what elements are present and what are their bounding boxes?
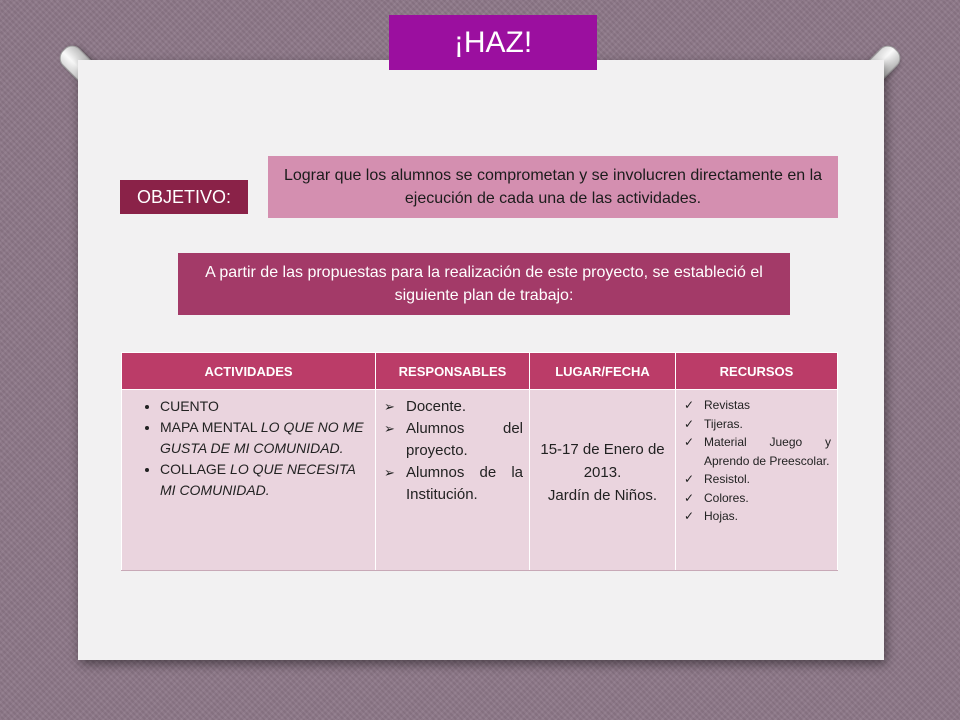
objetivo-text: Lograr que los alumnos se comprometan y se involucren directamente en la ejecución de cada una de las actividades. [268,156,838,218]
list-item: ✓ Tijeras. [682,415,831,434]
cell-lugar-fecha [530,390,676,571]
list-item: ✓ Resistol. [682,470,831,489]
work-plan-table [121,352,838,571]
arrow-bullet-icon: ➢ [384,399,395,414]
arrow-bullet-icon: ➢ [384,465,395,480]
checkmark-icon: ✓ [684,416,695,431]
responsables-list [382,396,523,506]
checkmark-icon: ✓ [684,472,695,486]
table-header-row [122,353,838,390]
actividades-list [128,396,369,501]
recursos-list [682,396,831,526]
intro-text: A partir de las propuestas para la realización de este proyecto, se estableció el siguiente plan de trabajo: [178,253,790,315]
list-item: ➢ Alumnos de la Institución. [384,464,523,503]
list-item: ✓ Revistas [682,396,831,415]
list-item: • MAPA MENTAL LO QUE NO ME GUSTA DE MI COMUNIDAD. [160,417,369,459]
list-item: ✓ Hojas. [682,507,831,526]
objetivo-label: OBJETIVO: [120,180,248,214]
fecha-text: 15-17 de Enero de 2013. [540,441,665,481]
header-recursos: RECURSOS [676,353,838,390]
table-row [122,390,838,571]
list-item: • COLLAGE LO QUE NECESITA MI COMUNIDAD. [160,459,369,501]
slide-title: ¡HAZ! [389,15,597,70]
cell-actividades [122,390,376,571]
header-lugar-fecha: LUGAR/FECHA [530,353,676,390]
list-item: ➢ Alumnos del proyecto. [384,420,523,459]
checkmark-icon: ✓ [684,435,695,449]
list-item: • CUENTO [160,396,369,417]
cell-responsables [376,390,530,571]
lugar-text: Jardín de Niños. [547,487,658,504]
cell-recursos [676,390,838,571]
list-item: ✓ Colores. [682,489,831,508]
checkmark-icon: ✓ [684,509,695,523]
list-item: ➢ Docente. [382,396,523,418]
checkmark-icon: ✓ [684,490,695,505]
arrow-bullet-icon: ➢ [384,421,395,436]
checkmark-icon: ✓ [684,398,695,412]
header-actividades: ACTIVIDADES [122,353,376,390]
header-responsables: RESPONSABLES [376,353,530,390]
list-item: ✓ Material Juego y Aprendo de Preescolar. [684,435,831,468]
